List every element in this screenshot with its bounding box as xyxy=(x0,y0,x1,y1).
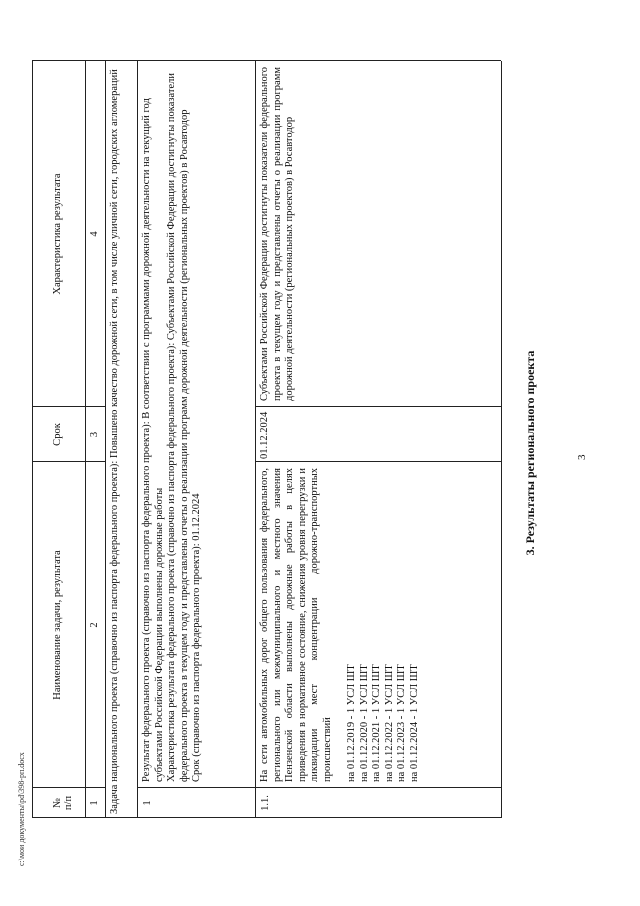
header-num: № п/п xyxy=(52,795,74,811)
row11-name-cell xyxy=(255,462,501,788)
task-row: Задача национального проекта (справочно из паспорта федерального проекта): Повышено качество дорожной сети, в том числе уличной сети, городских агломераций xyxy=(109,69,120,814)
milestone-item: на 01.12.2022 - 1 УСЛ ШТ xyxy=(383,664,395,782)
header-characteristic: Характеристика результата xyxy=(52,173,63,295)
milestone-item: на 01.12.2021 - 1 УСЛ ШТ xyxy=(371,664,382,782)
header-deadline: Срок xyxy=(52,423,63,446)
column-number: 4 xyxy=(89,231,100,237)
row1-deadline: Срок (справочно из паспорта федерального проекта): 01.12.2024 xyxy=(191,493,202,782)
row11-deadline: 01.12.2024 xyxy=(259,411,270,459)
row1-content xyxy=(137,61,255,788)
file-path-footer: c:\мои документы\pd\398-рп.docx xyxy=(17,752,26,866)
row1-num: 1 xyxy=(142,800,153,806)
row11-num: 1.1. xyxy=(260,795,271,811)
section-title: 3. Результаты регионального проекта xyxy=(523,350,537,556)
column-number: 2 xyxy=(89,622,100,628)
row11-name: На сети автомобильных дорог общего пользования федерального, регионального или межмуниципального и местного значения Пензенской области выполнены дорожные работы в целях приведения в нормативное состояние, снижения уровня перегрузки и ликвидации мест концентрации дорожно-транспортных происшествий xyxy=(259,468,333,782)
milestone-item: на 01.12.2019 - 1 УСЛ ШТ xyxy=(346,664,357,782)
row1-result: Результат федерального проекта (справочно из паспорта федерального проекта): В соответствии с программами дорожной деятельности на текущий год субъектами Российской Федерации выполнены дорожные работы xyxy=(141,98,165,782)
milestone-item: на 01.12.2024 - 1 УСЛ ШТ xyxy=(408,664,420,782)
column-number: 3 xyxy=(89,431,100,438)
header-name: Наименование задачи, результата xyxy=(52,550,63,700)
milestone-item: на 01.12.2023 - 1 УСЛ ШТ xyxy=(396,664,407,782)
milestone-item: на 01.12.2020 - 1 УСЛ ШТ xyxy=(358,664,370,782)
column-number: 1 xyxy=(89,800,100,806)
row1-characteristic: Характеристика результата федерального проекта (справочно из паспорта федерального проекта): Субъектами Российской Федерации достигнуты показатели федерального проекта в текущем году и представлены отчеты о реализации программ дорожной деятельности (региональных проектов) в Росавтодор xyxy=(166,72,190,782)
results-table xyxy=(32,61,501,818)
page-number: 3 xyxy=(576,454,588,460)
row11-characteristic: Субъектами Российской Федерации достигнуты показатели федерального проекта в текущем году и представлены отчеты о реализации программ дорожной деятельности (региональных проектов) в Росавтодор xyxy=(259,67,295,401)
